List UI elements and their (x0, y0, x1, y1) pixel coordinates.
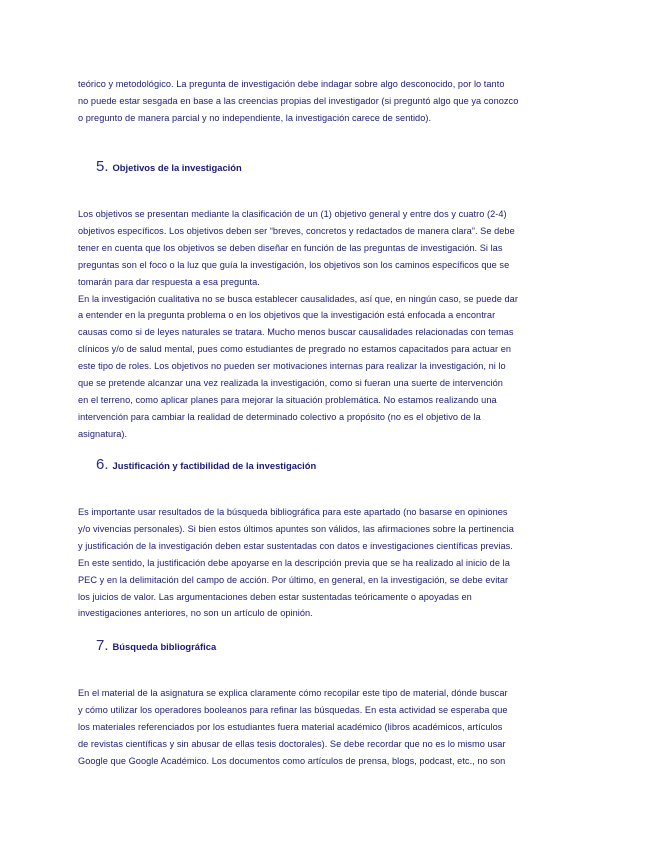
text-line: tomarán para dar respuesta a esa pregunta. (78, 276, 260, 287)
text-line: a entender en la pregunta problema o en los objetivos que la investigación está enfocada a encontrar (78, 310, 496, 321)
section-title: Búsqueda bibliográfica (112, 641, 217, 652)
text-line: de revistas científicas y sin abusar de ellas tesis doctorales). Se debe recordar que no es lo mismo usar (78, 738, 506, 749)
text-line: PEC y en la delimitación del campo de acción. Por último, en general, en la investigación, se debe evitar (78, 574, 509, 585)
text-line: preguntas son el foco o la luz que guía la investigación, los objetivos son los caminos específicos que se (78, 259, 510, 270)
section-number: 7. (96, 637, 109, 654)
text-line: los materiales referenciados por los estudiantes fuera material académico (libros académicos, artículos (78, 721, 503, 732)
section-6-heading (96, 456, 316, 473)
text-line: no puede estar sesgada en base a las creencias propias del investigador (si preguntó algo que ya conozco (78, 95, 519, 106)
text-line: que se pretende alcanzar una vez realizada la investigación, como si fueran una suerte de intervención (78, 378, 503, 389)
text-line: o pregunto de manera parcial y no independiente, la investigación carece de sentido). (78, 112, 432, 123)
text-line: Los objetivos se presentan mediante la clasificación de un (1) objetivo general y entre dos y cuatro (2-4) (78, 209, 507, 219)
text-line: En la investigación cualitativa no se busca establecer causalidades, así que, en ningún caso, se puede dar (78, 293, 518, 304)
text-line: los juicios de valor. Las argumentaciones deben estar sustentadas teóricamente o apoyadas en (78, 591, 472, 602)
text-line: En el material de la asignatura se explica claramente cómo recopilar este tipo de material, dónde buscar (78, 688, 508, 698)
text-line: Google que Google Académico. Los documentos como artículos de prensa, blogs, podcast, etc., no son (78, 755, 506, 766)
text-line: causas como si de leyes naturales se tratara. Mucho menos buscar causalidades relacionadas con temas (78, 327, 514, 338)
section-5-heading (96, 158, 242, 175)
text-line: En este sentido, la justificación debe apoyarse en la descripción previa que se ha realizado al inicio de la (78, 557, 510, 568)
text-line: investigaciones anteriores, no son un artículo de opinión. (78, 608, 313, 619)
section-7-paragraph (78, 685, 588, 770)
section-number: 6. (96, 456, 109, 473)
text-line: teórico y metodológico. La pregunta de investigación debe indagar sobre algo desconocido, por lo tanto (78, 79, 505, 89)
text-line: y cómo utilizar los operadores booleanos para refinar las búsquedas. En esta actividad se esperaba que (78, 704, 508, 715)
text-line: asignatura). (78, 428, 128, 439)
section-5-paragraph (78, 206, 588, 443)
text-line: intervención para cambiar la realidad de determinado colectivo a propósito (no es el objetivo de la (78, 411, 481, 422)
text-line: y justificación de la investigación deben estar sustentadas con datos e investigaciones científicas previas. (78, 540, 513, 551)
text-line: Es importante usar resultados de la búsqueda bibliográfica para este apartado (no basarse en opiniones (78, 507, 508, 517)
text-line: clínicos y/o de salud mental, pues como estudiantes de pregrado no estamos capacitados para actuar en (78, 344, 512, 355)
text-line: y/o vivencias personales). Si bien estos últimos apuntes son válidos, las afirmaciones sobre la pertinencia (78, 523, 514, 534)
intro-paragraph (78, 76, 588, 127)
section-title: Objetivos de la investigación (112, 162, 242, 173)
text-line: tener en cuenta que los objetivos se deben diseñar en función de las preguntas de investigación. Si las (78, 242, 503, 253)
section-6-paragraph (78, 504, 588, 622)
section-number: 5. (96, 158, 109, 175)
text-line: en el terreno, como aplicar planes para mejorar la situación problemática. No estamos realizando una (78, 394, 497, 405)
text-line: este tipo de roles. Los objetivos no pueden ser motivaciones internas para realizar la investigación, ni lo (78, 361, 506, 372)
section-7-heading (96, 637, 216, 654)
text-line: objetivos específicos. Los objetivos deben ser “breves, concretos y redactados de manera clara”. Se debe (78, 225, 515, 236)
section-title: Justificación y factibilidad de la investigación (112, 460, 317, 471)
